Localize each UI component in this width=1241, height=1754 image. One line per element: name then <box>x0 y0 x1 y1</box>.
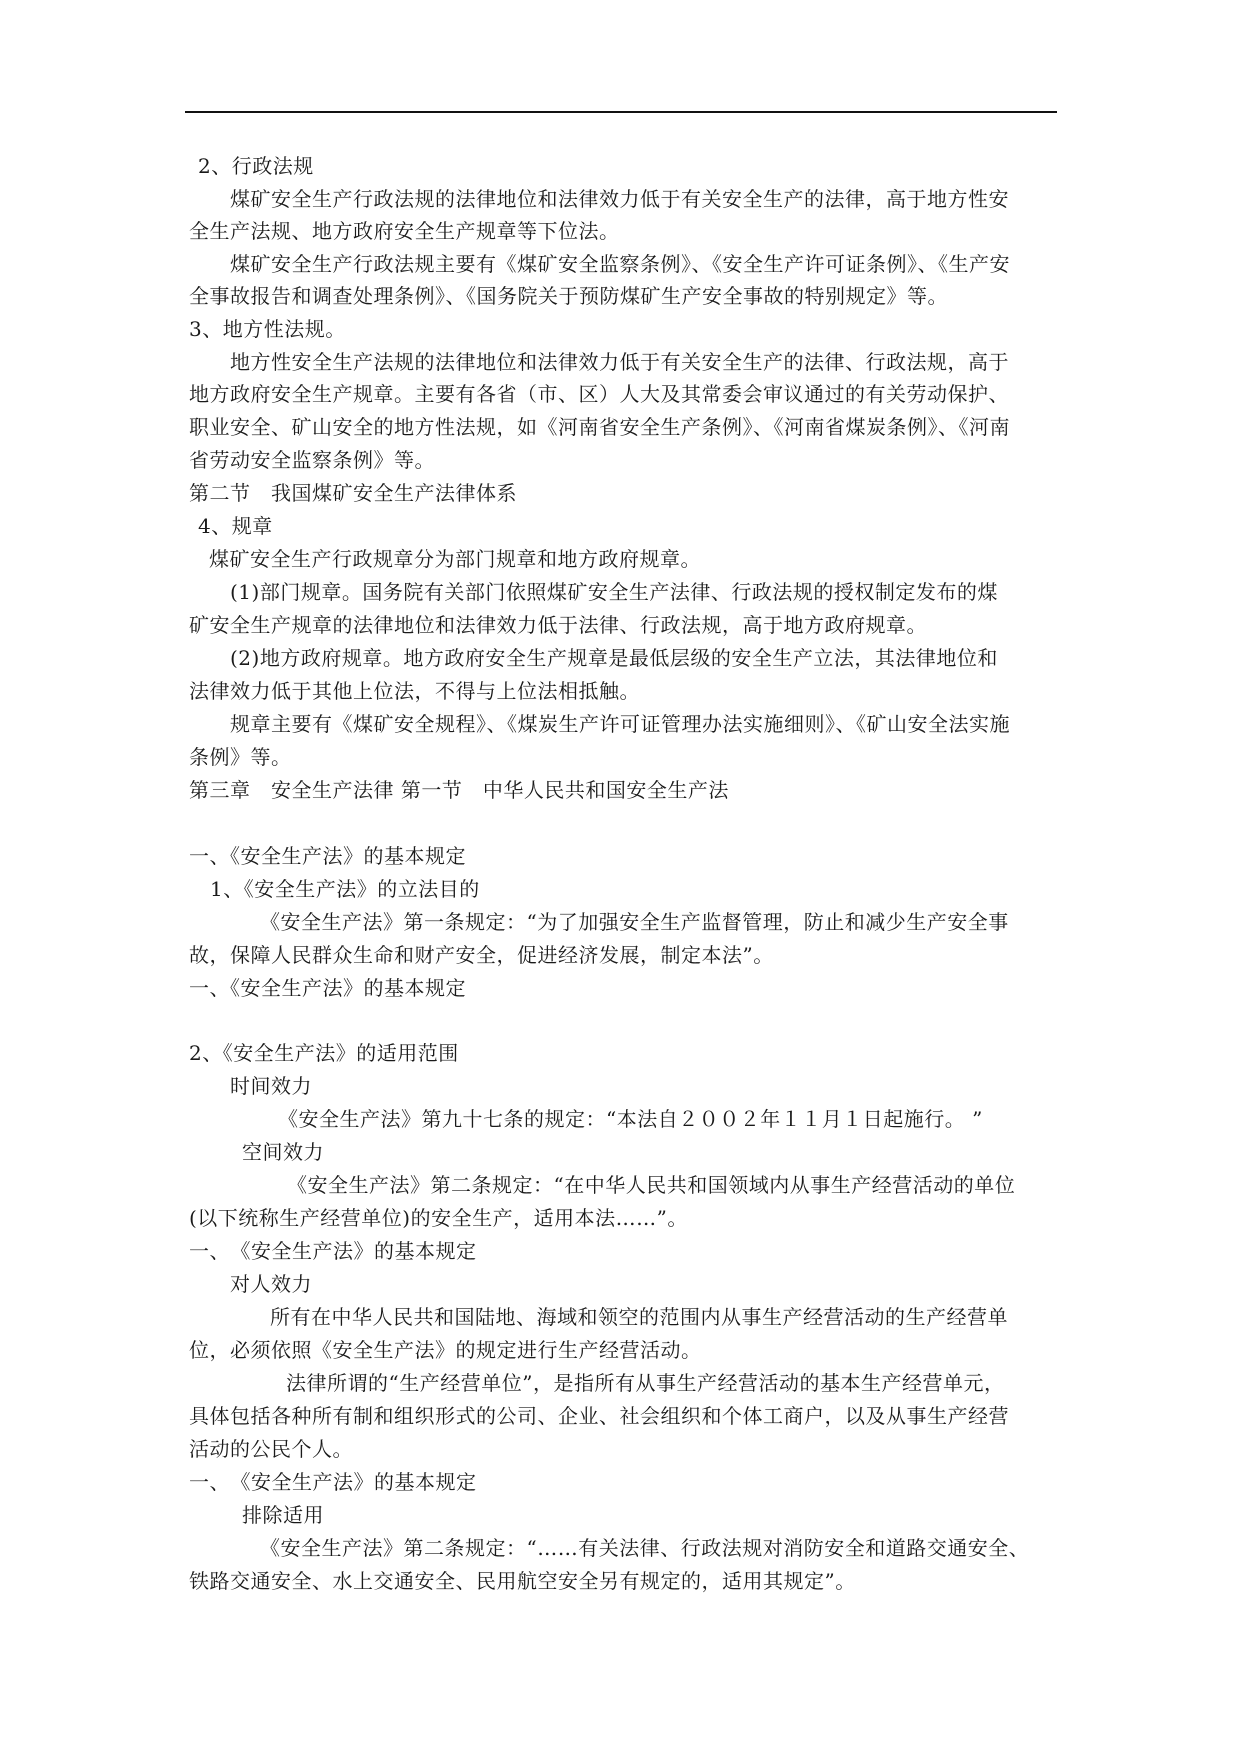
paragraph-line: 煤矿安全生产行政规章分为部门规章和地方政府规章。 <box>209 547 701 571</box>
section-heading: 1、《安全生产法》的立法目的 <box>210 877 480 901</box>
paragraph-line: 职业安全、矿山安全的地方性法规，如《河南省安全生产条例》、《河南省煤炭条例》、《河南 <box>189 415 1010 439</box>
section-heading: 2、《安全生产法》的适用范围 <box>189 1041 459 1065</box>
paragraph-line: 地方性安全生产法规的法律地位和法律效力低于有关安全生产的法律、行政法规，高于 <box>230 350 1009 374</box>
paragraph-line: 所有在中华人民共和国陆地、海域和领空的范围内从事生产经营活动的生产经营单 <box>270 1305 1008 1329</box>
paragraph-line: 《安全生产法》第二条规定：“……有关法律、行政法规对消防安全和道路交通安全、 <box>260 1536 1030 1560</box>
section-heading: 4、规章 <box>198 514 273 538</box>
paragraph-line: (1)部门规章。国务院有关部门依照煤矿安全生产法律、行政法规的授权制定发布的煤 <box>230 580 998 604</box>
paragraph-line: (以下统称生产经营单位)的安全生产，适用本法……”。 <box>189 1206 688 1230</box>
subheading: 时间效力 <box>230 1074 312 1098</box>
paragraph-line: 具体包括各种所有制和组织形式的公司、企业、社会组织和个体工商户，以及从事生产经营 <box>189 1404 1009 1428</box>
paragraph-line: 位，必须依照《安全生产法》的规定进行生产经营活动。 <box>189 1338 702 1362</box>
paragraph-line: 铁路交通安全、水上交通安全、民用航空安全另有规定的，适用其规定”。 <box>189 1569 856 1593</box>
paragraph-line: 煤矿安全生产行政法规的法律地位和法律效力低于有关安全生产的法律，高于地方性安 <box>230 187 1009 211</box>
paragraph-line: (2)地方政府规章。地方政府安全生产规章是最低层级的安全生产立法，其法律地位和 <box>230 646 998 670</box>
paragraph-line: 全事故报告和调查处理条例》、《国务院关于预防煤矿生产安全事故的特别规定》等。 <box>189 284 948 308</box>
paragraph-line: 故，保障人民群众生命和财产安全，促进经济发展，制定本法”。 <box>189 943 774 967</box>
section-heading: 一、《安全生产法》的基本规定 <box>189 976 466 1000</box>
paragraph-line: 《安全生产法》第九十七条的规定：“本法自２００２年１１月１日起施行。 ” <box>278 1107 983 1131</box>
paragraph-line: 地方政府安全生产规章。主要有各省（市、区）人大及其常委会审议通过的有关劳动保护、 <box>189 382 1009 406</box>
subheading: 对人效力 <box>230 1272 312 1296</box>
paragraph-line: 《安全生产法》第一条规定：“为了加强安全生产监督管理，防止和减少生产安全事 <box>260 910 1009 934</box>
paragraph-line: 法律所谓的“生产经营单位”，是指所有从事生产经营活动的基本生产经营单元， <box>286 1371 1005 1395</box>
section-heading: 一、 《安全生产法》的基本规定 <box>189 1470 477 1494</box>
paragraph-line: 法律效力低于其他上位法，不得与上位法相抵触。 <box>189 679 640 703</box>
chapter-heading: 第三章 安全生产法律 第一节 中华人民共和国安全生产法 <box>189 778 729 802</box>
subheading: 空间效力 <box>242 1140 324 1164</box>
paragraph-line: 煤矿安全生产行政法规主要有《煤矿安全监察条例》、《安全生产许可证条例》、《生产安 <box>230 252 1010 276</box>
paragraph-line: 规章主要有《煤矿安全规程》、《煤炭生产许可证管理办法实施细则》、《矿山安全法实施 <box>230 712 1010 736</box>
section-heading: 3、地方性法规。 <box>189 317 346 341</box>
paragraph-line: 省劳动安全监察条例》等。 <box>189 448 435 472</box>
paragraph-line: 全生产法规、地方政府安全生产规章等下位法。 <box>189 219 620 243</box>
paragraph-line: 《安全生产法》第二条规定：“在中华人民共和国领域内从事生产经营活动的单位 <box>287 1173 1016 1197</box>
section-heading: 2、行政法规 <box>198 154 314 178</box>
subheading: 排除适用 <box>242 1503 324 1527</box>
paragraph-line: 矿安全生产规章的法律地位和法律效力低于法律、行政法规，高于地方政府规章。 <box>189 613 927 637</box>
paragraph-line: 活动的公民个人。 <box>189 1437 353 1461</box>
section-heading: 第二节 我国煤矿安全生产法律体系 <box>189 481 517 505</box>
paragraph-line: 条例》等。 <box>189 745 292 769</box>
section-heading: 一、《安全生产法》的基本规定 <box>189 844 466 868</box>
section-heading: 一、 《安全生产法》的基本规定 <box>189 1239 477 1263</box>
